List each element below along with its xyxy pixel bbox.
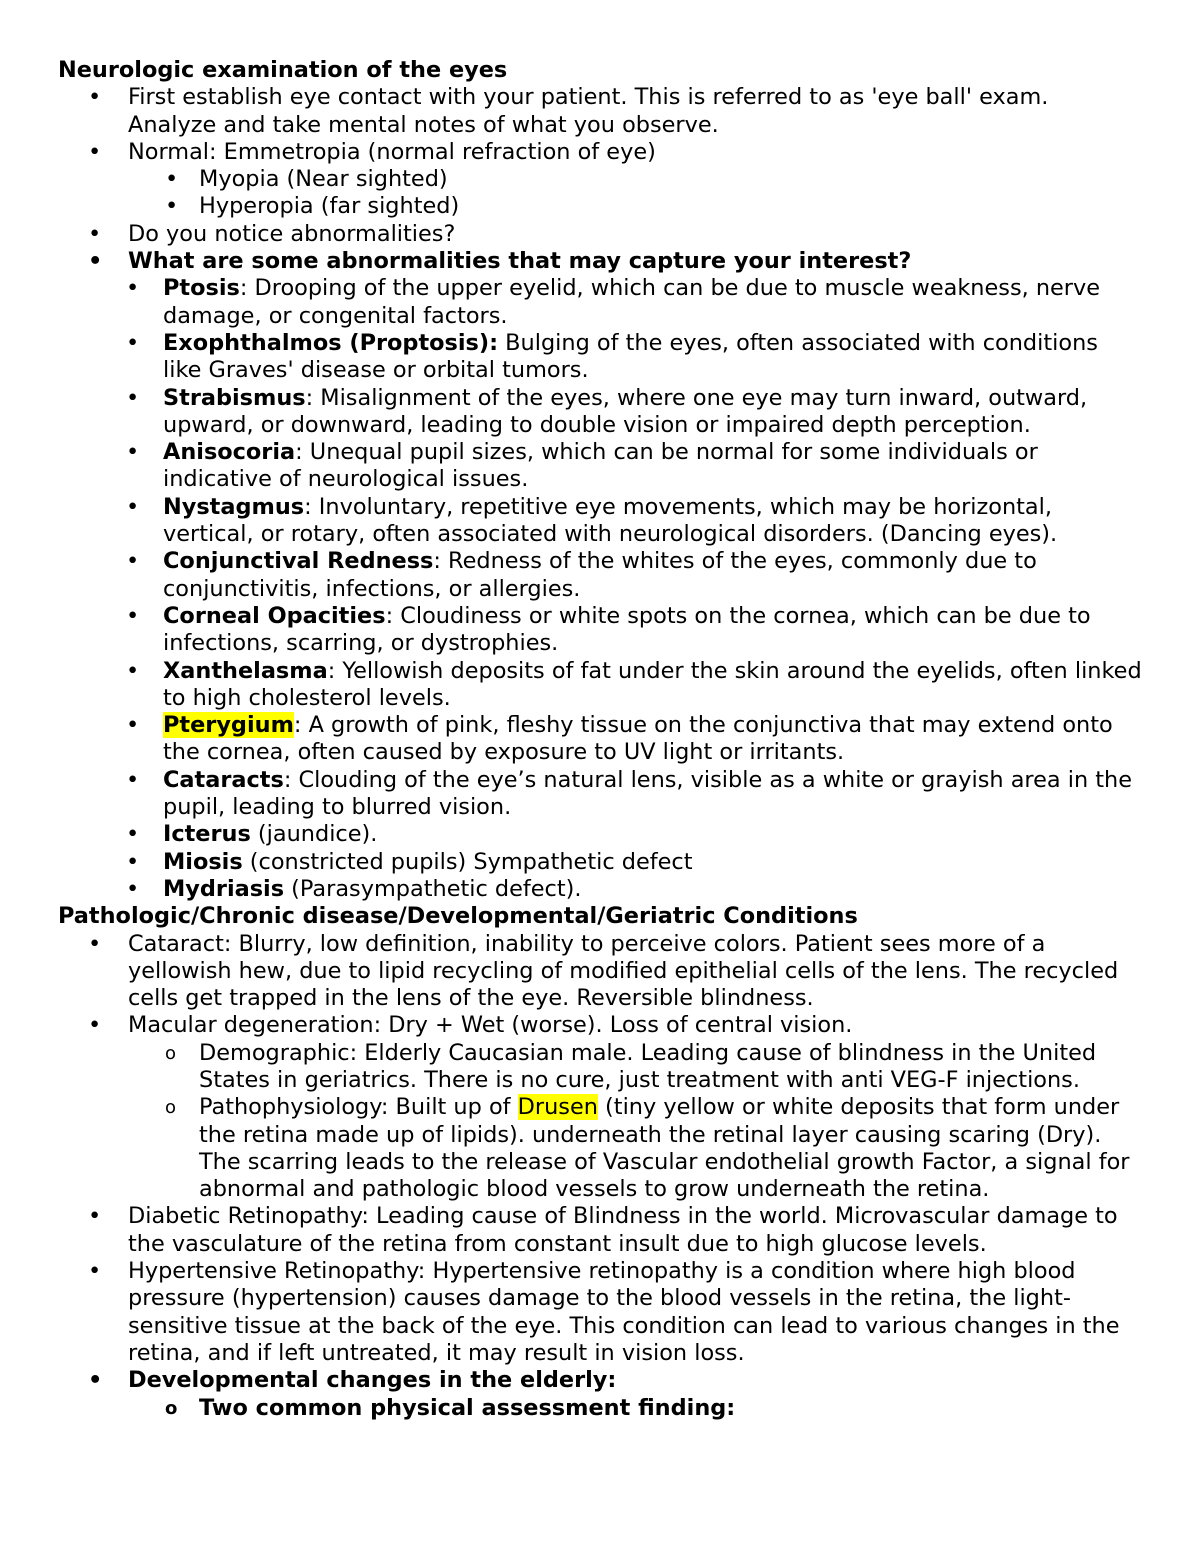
bullet-icon: • — [88, 84, 102, 111]
abnormality-desc: : Unequal pupil sizes, which can be normal for some individuals or indicative of neurological issues. — [163, 439, 1038, 493]
list-item: • Macular degeneration: Dry + Wet (worse). Loss of central vision. — [88, 1012, 853, 1039]
list-item: • Cataract: Blurry, low definition, inability to perceive colors. Patient sees more of a yellowish hew, due to lipid recycling of modified epithelial cells of the lens. The recycled cells get trapped in the lens of the eye. Reversible blindness. — [88, 930, 1119, 1012]
abnormality-term: Miosis — [163, 848, 243, 875]
bullet-icon: • — [88, 930, 102, 957]
abnormality-desc: : Redness of the whites of the eyes, commonly due to conjunctivitis, infections, or allergies. — [163, 548, 1037, 602]
bullet-icon: • — [126, 875, 140, 902]
abnormality-item — [0, 439, 1143, 494]
abnormality-term: Strabismus — [163, 384, 306, 411]
section-heading-pathologic: Pathologic/Chronic disease/Developmental/Geriatric Conditions — [58, 903, 858, 930]
bullet-icon: • — [126, 329, 140, 356]
abnormality-item — [0, 712, 1143, 767]
abnormality-term: Ptosis — [163, 275, 240, 302]
abnormality-item — [0, 548, 1143, 603]
abnormality-term: Conjunctival Redness — [163, 548, 434, 575]
bullet-icon: • — [88, 1203, 102, 1230]
abnormality-item — [0, 330, 1143, 385]
abnormality-desc: : Clouding of the eye’s natural lens, visible as a white or grayish area in the pupil, leading to blurred vision. — [163, 766, 1133, 821]
bullet-icon: • — [88, 1258, 102, 1285]
list-item: • Diabetic Retinopathy: Leading cause of Blindness in the world. Microvascular damage to the vasculature of the retina from constant insult due to high glucose levels. — [88, 1203, 1118, 1257]
abnormality-desc: Bulging of the eyes, often associated with conditions like Graves' disease or orbital tumors. — [163, 329, 1098, 384]
bullet-icon: • — [165, 166, 179, 193]
abnormality-item — [0, 658, 1143, 713]
abnormality-item — [0, 876, 1143, 903]
abnormality-item — [0, 849, 1143, 876]
list-item: • Hyperopia (far sighted) — [165, 193, 460, 220]
abnormality-term: Exophthalmos (Proptosis): — [163, 329, 499, 356]
abnormality-term: Icterus — [163, 821, 251, 848]
abnormality-desc: : Yellowish deposits of fat under the skin around the eyelids, often linked to high cholesterol levels. — [163, 657, 1142, 711]
list-item: • Do you notice abnormalities? — [88, 220, 456, 247]
bullet-icon: • — [126, 384, 140, 411]
highlighted-term: Drusen — [517, 1094, 598, 1121]
list-item: • Normal: Emmetropia (normal refraction of eye) — [88, 138, 656, 165]
abnormality-item — [0, 603, 1143, 658]
hollow-bullet-icon: o — [165, 1397, 178, 1419]
section-heading-neurologic: Neurologic examination of the eyes — [58, 57, 508, 83]
bullet-icon: • — [88, 138, 102, 165]
list-item: • Myopia (Near sighted) — [165, 166, 448, 193]
bullet-icon: • — [88, 1012, 102, 1039]
bullet-icon: • — [126, 848, 140, 875]
list-item: • What are some abnormalities that may capture your interest? — [88, 248, 912, 275]
bullet-icon: • — [126, 439, 140, 466]
list-item: • Developmental changes in the elderly: — [88, 1367, 617, 1394]
abnormality-term: Xanthelasma — [163, 657, 328, 684]
bullet-icon: • — [126, 275, 140, 302]
abnormality-term: Nystagmus — [163, 493, 305, 520]
bullet-icon: • — [126, 548, 140, 575]
abnormality-desc: : Drooping of the upper eyelid, which can be due to muscle weakness, nerve damage, or congenital factors. — [163, 275, 1101, 329]
list-item: • Hypertensive Retinopathy: Hypertensive retinopathy is a condition where high blood pressure (hypertension) causes damage to the blood vessels in the retina, the light-sensitive tissue at the back of the eye. This condition can lead to various changes in the retina, and if left untreated, it may result in vision loss. — [88, 1258, 1120, 1366]
abnormality-term: Mydriasis — [163, 875, 285, 902]
abnormality-term: Anisocoria — [163, 439, 296, 466]
abnormality-desc: (jaundice). — [250, 821, 378, 848]
abnormality-desc: : A growth of pink, fleshy tissue on the conjunctiva that may extend onto the cornea, often caused by exposure to UV light or irritants. — [163, 712, 1113, 766]
abnormality-desc: : Involuntary, repetitive eye movements, which may be horizontal, vertical, or rotary, often associated with neurological disorders. (Dancing eyes). — [163, 493, 1058, 548]
abnormality-desc: (Parasympathetic defect). — [284, 875, 582, 902]
bullet-icon: • — [126, 821, 140, 848]
abnormality-term-highlighted: Pterygium — [163, 712, 294, 739]
list-item: o Demographic: Elderly Caucasian male. Leading cause of blindness in the United States in geriatrics. There is no cure, just treatment with anti VEG-F injections. — [165, 1039, 1097, 1093]
bullet-icon: • — [165, 193, 179, 220]
list-item: o Pathophysiology: Built up of Drusen (tiny yellow or white deposits that form under the retina made up of lipids). underneath the retinal layer causing scaring (Dry). The scarring leads to the release of Vascular endothelial growth Factor, a signal for abnormal and pathologic blood vessels to grow underneath the retina. — [165, 1094, 1130, 1203]
bullet-icon: • — [126, 493, 140, 520]
abnormality-item — [0, 821, 1143, 848]
abnormality-item — [0, 767, 1143, 822]
abnormality-desc: (constricted pupils) Sympathetic defect — [242, 848, 693, 875]
abnormality-item — [0, 275, 1143, 330]
hollow-bullet-icon: o — [165, 1042, 177, 1064]
bullet-icon: • — [88, 248, 103, 275]
document-page — [0, 57, 1200, 1422]
bullet-icon: • — [126, 602, 140, 629]
abnormality-item — [0, 494, 1143, 549]
list-item: • First establish eye contact with your patient. This is referred to as 'eye ball' exam. Analyze and take mental notes of what you observe. — [88, 84, 1049, 138]
bullet-icon: • — [126, 657, 140, 684]
bullet-icon: • — [88, 220, 102, 247]
bullet-icon: • — [88, 1367, 103, 1394]
bullet-icon: • — [126, 766, 140, 793]
abnormality-term: Corneal Opacities — [163, 602, 386, 629]
abnormality-desc: : Cloudiness or white spots on the cornea, which can be due to infections, scarring, or dystrophies. — [163, 602, 1091, 657]
hollow-bullet-icon: o — [165, 1097, 177, 1119]
list-item: o Two common physical assessment finding: — [165, 1394, 736, 1421]
abnormality-desc: : Misalignment of the eyes, where one eye may turn inward, outward, upward, or downward, leading to double vision or impaired depth perception. — [163, 384, 1088, 438]
abnormality-item — [0, 385, 1143, 440]
bullet-icon: • — [126, 712, 140, 739]
abnormality-term: Cataracts — [163, 766, 284, 793]
